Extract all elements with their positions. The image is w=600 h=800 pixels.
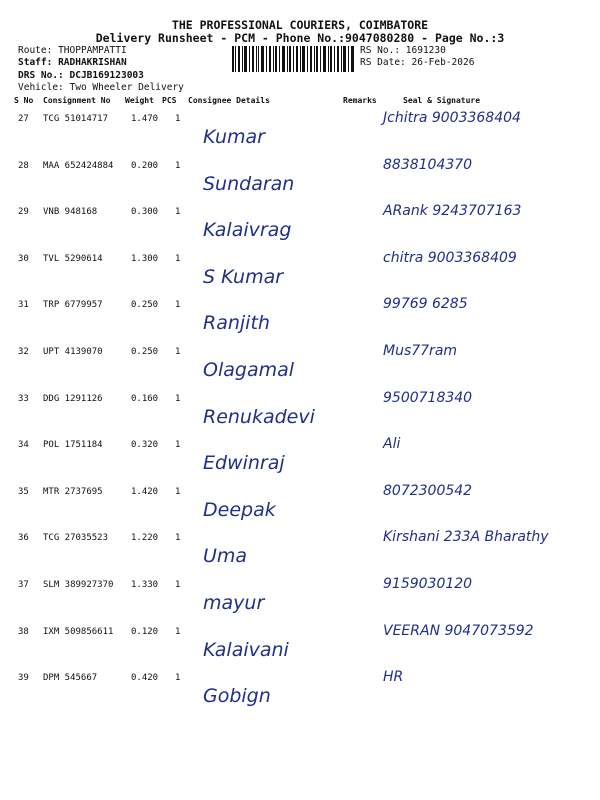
row-pcs: 1 bbox=[175, 440, 181, 451]
row-weight: 0.420 bbox=[131, 673, 159, 684]
row-consignee-handwritten: Deepak bbox=[203, 498, 276, 521]
col-pcs: PCS bbox=[162, 96, 177, 105]
row-consignment-no: UPT 4139070 bbox=[43, 347, 103, 357]
table-row bbox=[0, 341, 600, 388]
row-consignment-no: POL 1751184 bbox=[43, 440, 103, 451]
route-value: THOPPAMPATTI bbox=[58, 45, 127, 56]
table-row bbox=[0, 574, 600, 621]
table-row bbox=[0, 108, 600, 155]
row-pcs: 1 bbox=[175, 486, 181, 497]
row-signature-handwritten: chitra 9003368409 bbox=[383, 249, 517, 266]
col-seal-signature: Seal & Signature bbox=[403, 96, 481, 105]
vehicle-label: Vehicle: bbox=[18, 82, 64, 93]
row-pcs: 1 bbox=[175, 253, 181, 264]
row-consignment-no: DPM 545667 bbox=[43, 673, 98, 684]
staff-value: RADHAKRISHAN bbox=[58, 57, 127, 68]
row-pcs: 1 bbox=[175, 673, 181, 684]
rs-no-line bbox=[360, 45, 446, 56]
row-signature-handwritten: HR bbox=[383, 669, 404, 686]
row-sno: 35 bbox=[18, 486, 29, 497]
row-consignee-handwritten: Uma bbox=[203, 545, 248, 568]
row-sno: 31 bbox=[18, 300, 29, 311]
rs-date-label: RS Date: bbox=[360, 57, 406, 68]
row-signature-handwritten: VEERAN 9047073592 bbox=[383, 622, 534, 639]
row-signature-handwritten: Jchitra 9003368404 bbox=[383, 110, 521, 126]
col-consignment: Consignment No bbox=[43, 96, 111, 105]
table-row bbox=[0, 527, 600, 574]
row-signature-handwritten: Ali bbox=[383, 436, 401, 453]
row-weight: 0.250 bbox=[131, 300, 159, 311]
row-weight: 0.250 bbox=[131, 347, 159, 357]
drs-label: DRS No.: bbox=[18, 70, 64, 81]
row-sno: 28 bbox=[18, 160, 29, 171]
row-consignee-handwritten: Ranjith bbox=[203, 312, 270, 335]
staff-label: Staff: bbox=[18, 57, 53, 68]
row-consignment-no: SLM 389927370 bbox=[43, 580, 114, 590]
row-pcs: 1 bbox=[175, 393, 181, 404]
barcode-image bbox=[232, 46, 354, 72]
table-row bbox=[0, 294, 600, 341]
row-signature-handwritten: 8072300542 bbox=[383, 482, 473, 499]
drs-line bbox=[18, 70, 144, 81]
row-pcs: 1 bbox=[175, 347, 181, 357]
row-weight: 1.300 bbox=[131, 253, 159, 264]
row-weight: 1.470 bbox=[131, 114, 159, 124]
row-weight: 1.220 bbox=[131, 533, 159, 544]
row-consignee-handwritten: mayur bbox=[203, 592, 265, 614]
row-consignment-no: IXM 509856611 bbox=[43, 626, 114, 637]
rs-no-label: RS No.: bbox=[360, 45, 401, 56]
row-sno: 32 bbox=[18, 347, 29, 357]
row-pcs: 1 bbox=[175, 580, 181, 590]
row-consignment-no: TRP 6779957 bbox=[43, 300, 103, 311]
row-sno: 36 bbox=[18, 533, 29, 544]
row-weight: 0.300 bbox=[131, 207, 159, 218]
row-consignee-handwritten: Olagamal bbox=[203, 359, 295, 381]
row-weight: 0.200 bbox=[131, 160, 159, 171]
row-consignee-handwritten: Kalaivrag bbox=[203, 219, 292, 242]
row-consignee-handwritten: S Kumar bbox=[203, 265, 284, 288]
vehicle-value: Two Wheeler Delivery bbox=[69, 82, 184, 93]
row-weight: 0.160 bbox=[131, 393, 159, 404]
row-signature-handwritten: 9159030120 bbox=[383, 576, 473, 592]
col-remarks: Remarks bbox=[343, 96, 377, 105]
row-sno: 39 bbox=[18, 673, 29, 684]
table-row bbox=[0, 667, 600, 714]
row-weight: 1.330 bbox=[131, 580, 159, 590]
row-consignment-no: TVL 5290614 bbox=[43, 253, 103, 264]
row-sno: 34 bbox=[18, 440, 29, 451]
row-signature-handwritten: 9500718340 bbox=[383, 389, 473, 406]
row-signature-handwritten: 99769 6285 bbox=[383, 296, 468, 313]
row-sno: 27 bbox=[18, 114, 29, 124]
rs-date-value: 26-Feb-2026 bbox=[411, 57, 475, 68]
row-consignment-no: MAA 652424884 bbox=[43, 160, 114, 171]
table-row bbox=[0, 621, 600, 668]
rs-no-value: 1691230 bbox=[405, 45, 446, 56]
row-sno: 33 bbox=[18, 393, 29, 404]
row-signature-handwritten: Kirshani 233A Bharathy bbox=[383, 529, 549, 546]
row-signature-handwritten: 8838104370 bbox=[383, 156, 473, 173]
runsheet-subtitle: Delivery Runsheet - PCM - Phone No.:9047080280 - Page No.:3 bbox=[95, 31, 505, 45]
row-consignment-no: TCG 27035523 bbox=[43, 533, 109, 544]
row-consignment-no: TCG 51014717 bbox=[43, 114, 109, 124]
row-consignment-no: MTR 2737695 bbox=[43, 486, 103, 497]
row-consignee-handwritten: Edwinraj bbox=[203, 452, 285, 475]
col-weight: Weight bbox=[125, 96, 154, 105]
row-sno: 29 bbox=[18, 207, 29, 218]
row-weight: 0.320 bbox=[131, 440, 159, 451]
row-pcs: 1 bbox=[175, 626, 181, 637]
row-pcs: 1 bbox=[175, 114, 181, 124]
row-sno: 30 bbox=[18, 253, 29, 264]
table-row bbox=[0, 155, 600, 202]
row-pcs: 1 bbox=[175, 300, 181, 311]
row-weight: 1.420 bbox=[131, 486, 159, 497]
row-signature-handwritten: Mus77ram bbox=[383, 343, 458, 359]
table-row bbox=[0, 481, 600, 528]
vehicle-line bbox=[18, 82, 184, 93]
drs-value: DCJB169123003 bbox=[69, 70, 144, 81]
rs-date-line bbox=[360, 57, 474, 68]
table-row bbox=[0, 201, 600, 248]
row-sno: 37 bbox=[18, 580, 29, 590]
table-row bbox=[0, 434, 600, 481]
row-consignee-handwritten: Gobign bbox=[203, 685, 271, 708]
col-consignee: Consignee Details bbox=[188, 96, 270, 105]
table-row bbox=[0, 388, 600, 435]
row-pcs: 1 bbox=[175, 533, 181, 544]
row-consignee-handwritten: Kumar bbox=[203, 126, 265, 148]
route-label: Route: bbox=[18, 45, 53, 56]
row-sno: 38 bbox=[18, 626, 29, 637]
row-consignee-handwritten: Renukadevi bbox=[203, 405, 315, 428]
row-consignee-handwritten: Kalaivani bbox=[203, 638, 289, 661]
row-consignee-handwritten: Sundaran bbox=[203, 172, 295, 195]
row-consignment-no: VNB 948168 bbox=[43, 207, 98, 218]
row-pcs: 1 bbox=[175, 207, 181, 218]
company-title: THE PROFESSIONAL COURIERS, COIMBATORE bbox=[171, 18, 429, 32]
row-pcs: 1 bbox=[175, 160, 181, 171]
table-row bbox=[0, 248, 600, 295]
row-consignment-no: DDG 1291126 bbox=[43, 393, 103, 404]
row-weight: 0.120 bbox=[131, 626, 159, 637]
route-line bbox=[18, 45, 127, 56]
staff-line bbox=[18, 57, 127, 68]
row-signature-handwritten: ARank 9243707163 bbox=[383, 203, 522, 220]
col-sno: S No bbox=[14, 96, 34, 105]
